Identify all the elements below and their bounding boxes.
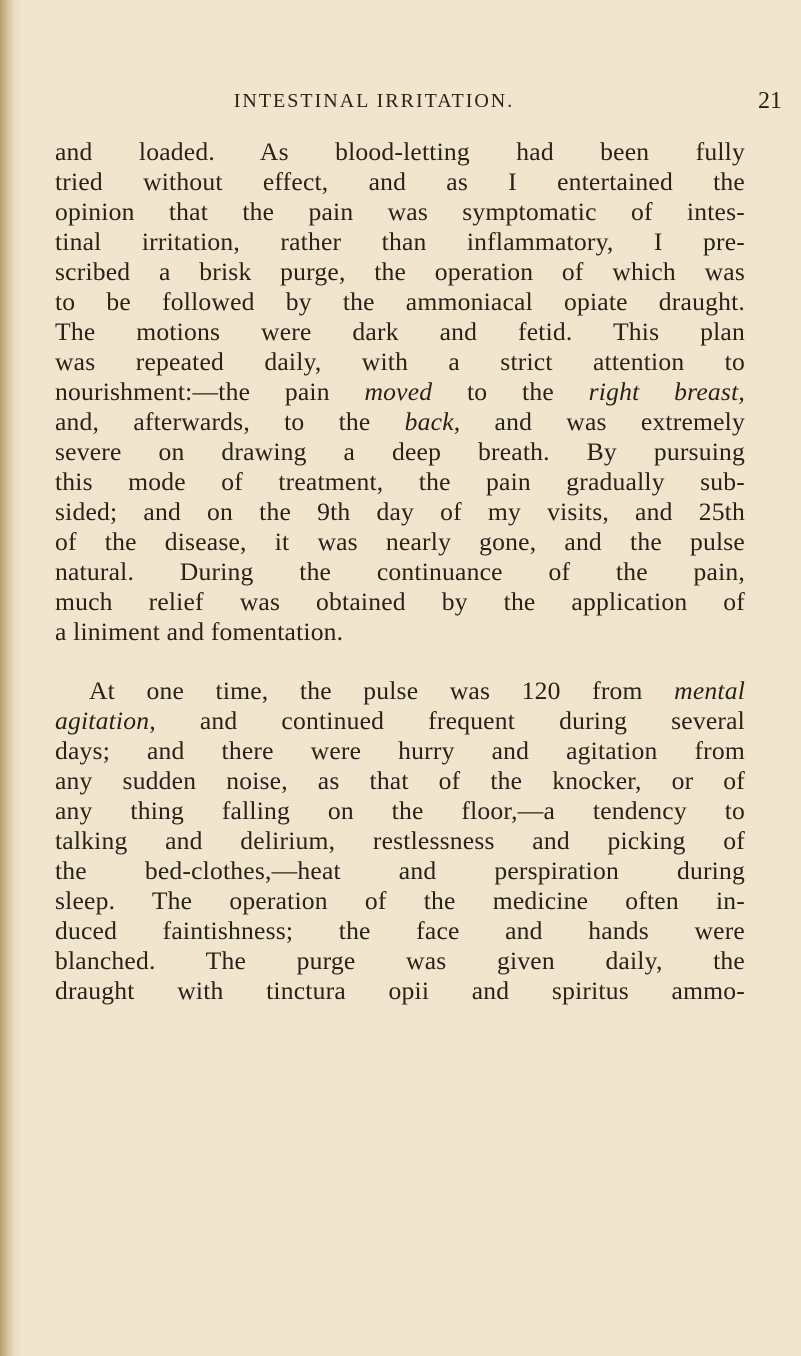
italic-mental: mental (674, 676, 745, 705)
text-line: The motions were dark and fetid. This plan (55, 317, 745, 346)
text-line: draught with tinctura opii and spiritus ammo- (55, 976, 745, 1005)
text-line: agitation, and continued frequent during several (55, 706, 745, 735)
text-line: a liniment and fomentation. (55, 617, 344, 646)
text-line: scribed a brisk purge, the operation of which was (55, 257, 745, 286)
text-line: was repeated daily, with a strict attention to (55, 347, 745, 376)
page-number: 21 (758, 88, 782, 114)
text-line: duced faintishness; the face and hands were (55, 916, 745, 945)
italic-back: back, (404, 407, 461, 436)
paragraph-gap (55, 647, 745, 676)
text-line: much relief was obtained by the application of (55, 587, 745, 616)
text-line: At one time, the pulse was 120 from mental (89, 676, 745, 705)
text-line: the bed-clothes,—heat and perspiration during (55, 856, 745, 885)
text-line: severe on drawing a deep breath. By pursuing (55, 437, 745, 466)
text-line: of the disease, it was nearly gone, and the pulse (55, 527, 745, 556)
text-line: sided; and on the 9th day of my visits, and 25th (55, 497, 745, 526)
text-line: this mode of treatment, the pain gradually sub- (55, 467, 745, 496)
text-line: any thing falling on the floor,—a tendency to (55, 796, 745, 825)
text-line: any sudden noise, as that of the knocker, or of (55, 766, 745, 795)
text-line: blanched. The purge was given daily, the (55, 946, 745, 975)
text-line: tinal irritation, rather than inflammatory, I pre- (55, 227, 745, 256)
text-line: opinion that the pain was symptomatic of intes- (55, 197, 745, 226)
text-line: to be followed by the ammoniacal opiate draught. (55, 287, 745, 316)
running-head-title: INTESTINAL IRRITATION. (233, 90, 515, 112)
text-line: tried without effect, and as I entertained the (55, 167, 745, 196)
italic-right-breast: right breast, (588, 377, 745, 406)
text-line: and loaded. As blood-letting had been fully (55, 137, 745, 166)
text-line: sleep. The operation of the medicine often in- (55, 886, 745, 915)
text-line: nourishment:—the pain moved to the right breast, (55, 377, 745, 406)
text-line: natural. During the continuance of the pain, (55, 557, 745, 586)
text-line: talking and delirium, restlessness and picking of (55, 826, 745, 855)
body-text (55, 137, 745, 1006)
text-line: and, afterwards, to the back, and was extremely (55, 407, 745, 436)
italic-moved: moved (364, 377, 433, 406)
text-line: days; and there were hurry and agitation from (55, 736, 745, 765)
italic-agitation: agitation, (55, 706, 156, 735)
binding-gutter (0, 0, 14, 1356)
